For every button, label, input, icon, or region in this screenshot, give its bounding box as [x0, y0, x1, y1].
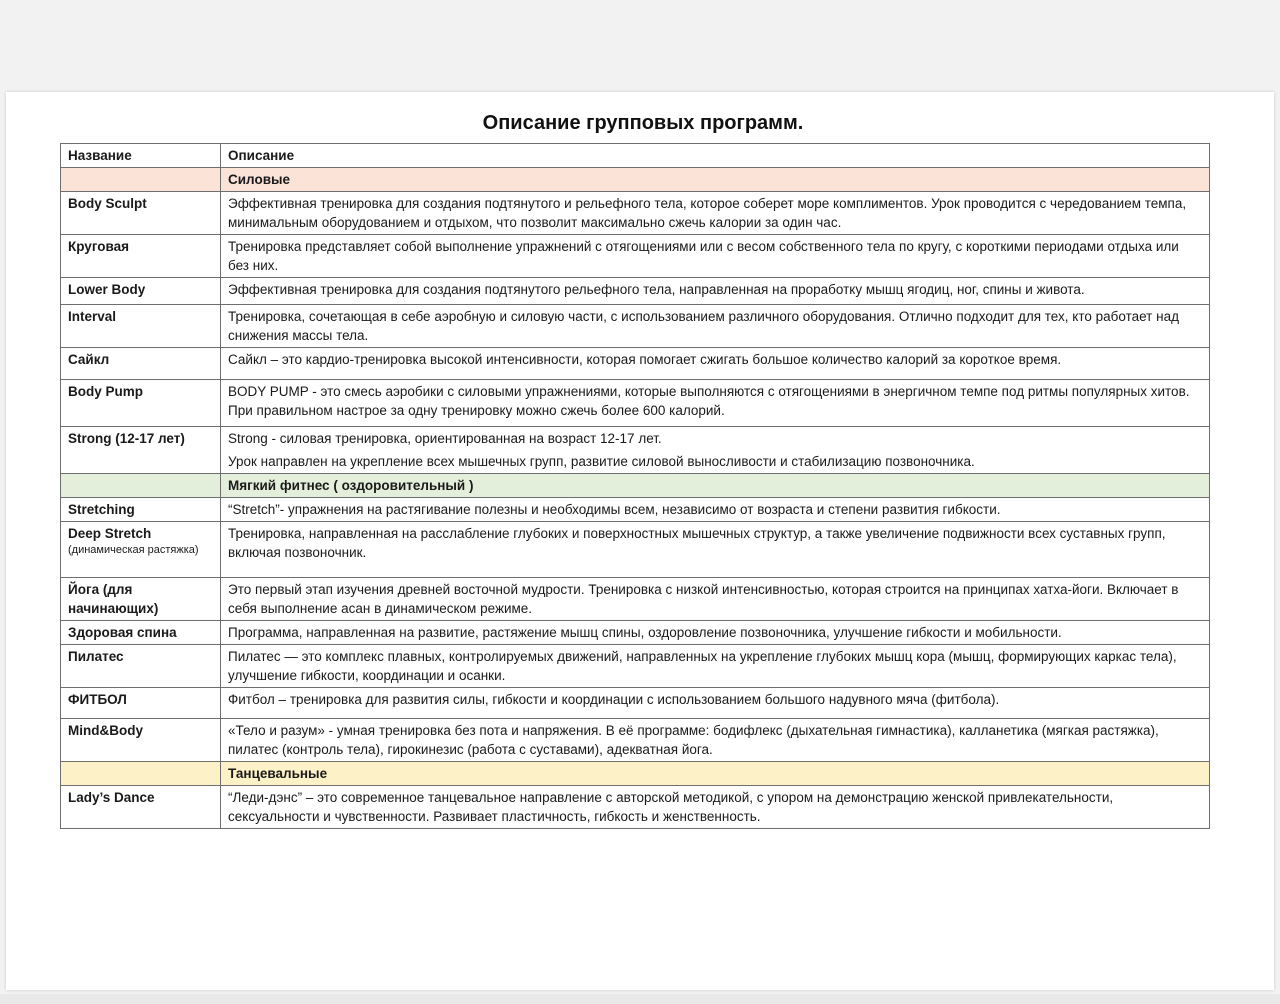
- program-name: Йога (для начинающих): [61, 578, 221, 621]
- program-description: Это первый этап изучения древней восточной мудрости. Тренировка с низкой интенсивностью, которая строится на принципах хатха-йоги. Включает в себя выполнение асан в динамическом режиме.: [221, 578, 1210, 621]
- program-name: Круговая: [61, 235, 221, 278]
- program-description: “Stretch”- упражнения на растягивание полезны и необходимы всем, независимо от возраста и степени развития гибкости.: [221, 498, 1210, 522]
- program-description: Тренировка представляет собой выполнение упражнений с отягощениями или с весом собственного тела по кругу, с короткими периодами отдыха или без них.: [221, 235, 1210, 278]
- section-title-dance: Танцевальные: [221, 762, 1210, 786]
- program-description: Эффективная тренировка для создания подтянутого рельефного тела, направленная на проработку мышц ягодиц, ног, спины и живота.: [221, 278, 1210, 305]
- program-description: BODY PUMP - это смесь аэробики с силовыми упражнениями, которые выполняются с отягощениями в энергичном темпе под ритмы популярных хитов. При правильном настрое за одну тренировку можно сжечь более 600 калорий.: [221, 380, 1210, 427]
- program-name: Body Pump: [61, 380, 221, 427]
- program-name: Deep Stretch: [68, 526, 152, 541]
- program-description: Тренировка, направленная на расслабление глубоких и поверхностных мышечных структур, а также увеличение подвижности всех суставных групп, включая позвоночник.: [221, 522, 1210, 578]
- section-row-strength: [61, 168, 1210, 192]
- table-row: [61, 380, 1210, 427]
- programs-table: [60, 143, 1210, 829]
- table-row: [61, 522, 1210, 578]
- program-name: Сайкл: [61, 348, 221, 380]
- header-description: Описание: [221, 144, 1210, 168]
- table-row: [61, 348, 1210, 380]
- program-name: Lady’s Dance: [61, 786, 221, 829]
- section-row-dance: [61, 762, 1210, 786]
- table-row: [61, 278, 1210, 305]
- table-row: [61, 621, 1210, 645]
- document-page: [6, 92, 1274, 990]
- section-title-strength: Силовые: [221, 168, 1210, 192]
- program-name: Здоровая спина: [61, 621, 221, 645]
- program-name: Lower Body: [61, 278, 221, 305]
- program-description: Пилатес — это комплекс плавных, контролируемых движений, направленных на укрепление глубоких мышц кора (мышц, формирующих каркас тела), улучшение гибкости, координации и осанки.: [221, 645, 1210, 688]
- program-description: Программа, направленная на развитие, растяжение мышц спины, оздоровление позвоночника, улучшение гибкости и мобильности.: [221, 621, 1210, 645]
- program-description: Эффективная тренировка для создания подтянутого и рельефного тела, которое соберет море комплиментов. Урок проводится с чередованием темпа, минимальным оборудованием и отдыхом, что позволит максимально сжечь калории за один час.: [221, 192, 1210, 235]
- table-row: [61, 427, 1210, 474]
- program-description: Сайкл – это кардио-тренировка высокой интенсивности, которая помогает сжигать большое количество калорий за короткое время.: [221, 348, 1210, 380]
- table-row: [61, 719, 1210, 762]
- section-row-soft: [61, 474, 1210, 498]
- header-name: Название: [61, 144, 221, 168]
- section-title-soft: Мягкий фитнес ( оздоровительный ): [221, 474, 1210, 498]
- program-name: Пилатес: [61, 645, 221, 688]
- program-name: ФИТБОЛ: [61, 688, 221, 719]
- program-name: Body Sculpt: [61, 192, 221, 235]
- table-row: [61, 688, 1210, 719]
- table-row: [61, 645, 1210, 688]
- program-description-2: Урок направлен на укрепление всех мышечных групп, развитие силовой выносливости и стабилизацию позвоночника.: [228, 454, 975, 469]
- table-row: [61, 235, 1210, 278]
- program-name: Interval: [61, 305, 221, 348]
- program-name: Strong (12-17 лет): [61, 427, 221, 474]
- page-title: Описание групповых программ.: [482, 112, 804, 134]
- table-row: [61, 192, 1210, 235]
- program-description: Тренировка, сочетающая в себе аэробную и силовую части, с использованием различного оборудования. Отлично подходит для тех, кто работает над снижения массы тела.: [221, 305, 1210, 348]
- table-row: [61, 305, 1210, 348]
- program-description: «Тело и разум» - умная тренировка без пота и напряжения. В её программе: бодифлекс (дыхательная гимнастика), калланетика (мягкая растяжка), пилатес (контроль тела), гирокинезис (работа с суставами), адекватная йога.: [221, 719, 1210, 762]
- program-description: Фитбол – тренировка для развития силы, гибкости и координации с использованием большого надувного мяча (фитбола).: [221, 688, 1210, 719]
- program-description: “Леди-дэнс” – это современное танцевальное направление с авторской методикой, с упором на демонстрацию женской привлекательности, сексуальности и чувственности. Развивает пластичность, гибкость и женственность.: [221, 786, 1210, 829]
- program-subtitle: (динамическая растяжка): [68, 544, 199, 556]
- program-name: Stretching: [61, 498, 221, 522]
- program-name: Mind&Body: [61, 719, 221, 762]
- table-row: [61, 786, 1210, 829]
- table-row: [61, 578, 1210, 621]
- table-header-row: [61, 144, 1210, 168]
- table-row: [61, 498, 1210, 522]
- program-description: Strong - силовая тренировка, ориентированная на возраст 12-17 лет.: [228, 431, 662, 446]
- background-strip: [0, 994, 1280, 1004]
